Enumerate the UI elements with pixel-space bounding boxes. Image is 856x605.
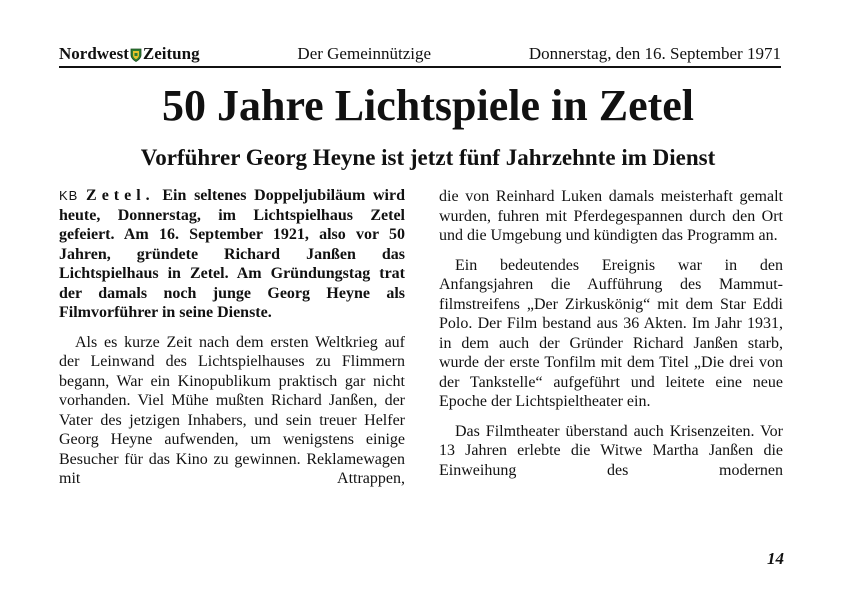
lead-paragraph <box>59 186 405 323</box>
column-right <box>439 187 783 490</box>
headline: 50 Jahre Lichtspiele in Zetel <box>161 81 695 130</box>
issue-date: Donnerstag, den 16. September 1971 <box>528 44 781 63</box>
section-name: Der Gemeinnützige <box>297 44 432 63</box>
body-paragraph-4: Das Filmtheater überstand auch Krisenzeiten. Vor 13 Jahren erlebte die Witwe Martha Janßen die Einweihung des modernen <box>439 422 783 479</box>
body-paragraph-2: die von Reinhard Luken damals meisterhaft gemalt wurden, fuhren mit Pferdegespannen durch den Ort und die Umgebung und kündigten das Programm an. <box>439 188 783 244</box>
body-paragraph-1: Als es kurze Zeit nach dem ersten Weltkrieg auf der Leinwand des Lichtspielhauses zu Flimmern begann, War ein Kinopublikum praktisch gar nicht vorhanden. Viel Mühe mußten Richard Janßen, der Vater des jetzigen Inhabers, und sein treuer Helfer Georg Heyne aufwenden, um wenigstens einige Besucher für das Kino zu gewinnen. Reklamewagen mit Attrappen, <box>59 333 405 487</box>
page-number: 14 <box>767 549 784 568</box>
masthead <box>59 44 781 68</box>
body-paragraph-3: Ein bedeutendes Ereignis war in den Anfangsjahren die Aufführung des Mammutfilmstreifens „Der Zirkuskönig“ mit dem Star Eddi Polo. Der Film bestand aus 36 Akten. Im Jahr 1931, in dem auch der Gründer Richard Janßen starb, wurde der erste Tonfilm mit dem Titel „Die drei von der Tankstelle“ aufgeführt und leitete eine neue Epoche der Lichtspieltheater ein. <box>439 256 783 410</box>
column-left <box>59 186 405 499</box>
newspaper-name-part1: Nordwest <box>59 44 129 63</box>
subheadline: Vorführer Georg Heyne ist jetzt fünf Jahrzehnte im Dienst <box>140 145 716 170</box>
newspaper-name-part2: Zeitung <box>142 44 200 63</box>
lead-text: Ein seltenes Doppeljubiläum wird heute, Donnerstag, im Lichtspielhaus Zetel gefeiert. Am 16. September 1921, also vor 50 Jahren, gründete Richard Janßen das Lichtspielhaus in Zetel. Am Gründungstag trat der damals noch junge Georg Heyne als Filmvorführer in seine Dienste. <box>59 187 406 321</box>
author-code: KB <box>59 188 79 203</box>
dateline: Zetel. <box>86 187 155 204</box>
coat-of-arms-icon <box>130 48 142 62</box>
newspaper-name <box>59 44 200 64</box>
